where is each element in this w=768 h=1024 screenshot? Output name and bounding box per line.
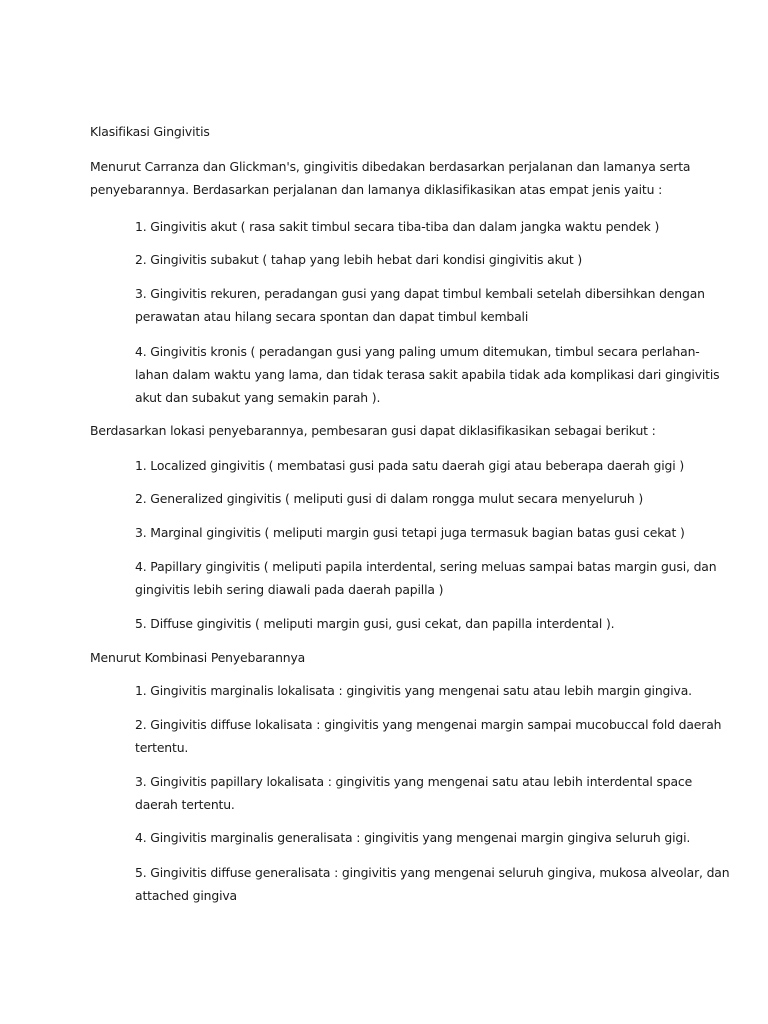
list-item-text: 2. Generalized gingivitis ( meliputi gusi di dalam rongga mulut secara menyeluruh ): [135, 491, 644, 506]
intro-paragraph: [90, 155, 690, 201]
list-item-text: 3. Marginal gingivitis ( meliputi margin gusi tetapi juga termasuk bagian batas gusi cekat ): [135, 525, 685, 540]
list-item: [135, 215, 659, 238]
list-item-text: 4. Gingivitis kronis ( peradangan gusi yang paling umum ditemukan, timbul secara perlahan-: [135, 344, 700, 359]
list-item-text: 5. Diffuse gingivitis ( meliputi margin gusi, gusi cekat, dan papilla interdental ).: [135, 616, 615, 631]
list-item-text: 4. Papillary gingivitis ( meliputi papila interdental, sering meluas sampai batas margin gusi, dan: [135, 559, 717, 574]
document-title: Klasifikasi Gingivitis: [90, 124, 210, 139]
list-item: [135, 826, 690, 849]
list-item-text: tertentu.: [135, 740, 189, 755]
list-item: [135, 454, 684, 477]
list-item: [135, 248, 582, 271]
list-item: [135, 340, 719, 409]
list-item-text: lahan dalam waktu yang lama, dan tidak terasa sakit apabila tidak ada komplikasi dari gingivitis: [135, 367, 720, 382]
list-item-text: akut dan subakut yang semakin parah ).: [135, 390, 381, 405]
list-item-text: gingivitis lebih sering diawali pada daerah papilla ): [135, 582, 444, 597]
list-item: [135, 521, 685, 544]
list-item: [135, 282, 705, 328]
list-item: [135, 612, 614, 635]
list-item: [135, 770, 692, 816]
list-item-text: 2. Gingivitis subakut ( tahap yang lebih hebat dari kondisi gingivitis akut ): [135, 252, 583, 267]
list-item: [135, 861, 729, 907]
list-item-text: 3. Gingivitis papillary lokalisata : gingivitis yang mengenai satu atau lebih interdental space: [135, 774, 693, 789]
section-paragraph: Berdasarkan lokasi penyebarannya, pembesaran gusi dapat diklasifikasikan sebagai berikut :: [90, 423, 656, 438]
list-item-text: 5. Gingivitis diffuse generalisata : gingivitis yang mengenai seluruh gingiva, mukosa alveolar, dan: [135, 865, 730, 880]
list-item: [135, 555, 716, 601]
list-item: [135, 679, 692, 702]
list-item-text: perawatan atau hilang secara spontan dan dapat timbul kembali: [135, 309, 529, 324]
intro-line: Menurut Carranza dan Glickman's, gingivitis dibedakan berdasarkan perjalanan dan lamanya serta: [90, 159, 691, 174]
list-item-text: daerah tertentu.: [135, 797, 235, 812]
list-item-text: attached gingiva: [135, 888, 237, 903]
list-item: [135, 713, 721, 759]
list-item-text: 1. Localized gingivitis ( membatasi gusi pada satu daerah gigi atau beberapa daerah gigi ): [135, 458, 685, 473]
list-item-text: 1. Gingivitis marginalis lokalisata : gingivitis yang mengenai satu atau lebih margin gingiva.: [135, 683, 692, 698]
list-item-text: 3. Gingivitis rekuren, peradangan gusi yang dapat timbul kembali setelah dibersihkan dengan: [135, 286, 705, 301]
list-item: [135, 487, 643, 510]
list-item-text: 1. Gingivitis akut ( rasa sakit timbul secara tiba-tiba dan dalam jangka waktu pendek ): [135, 219, 660, 234]
list-item-text: 4. Gingivitis marginalis generalisata : gingivitis yang mengenai margin gingiva seluruh gigi.: [135, 830, 691, 845]
section-paragraph: Menurut Kombinasi Penyebarannya: [90, 650, 306, 665]
intro-line: penyebarannya. Berdasarkan perjalanan dan lamanya diklasifikasikan atas empat jenis yaitu :: [90, 182, 663, 197]
list-item-text: 2. Gingivitis diffuse lokalisata : gingivitis yang mengenai margin sampai mucobuccal fold daerah: [135, 717, 722, 732]
